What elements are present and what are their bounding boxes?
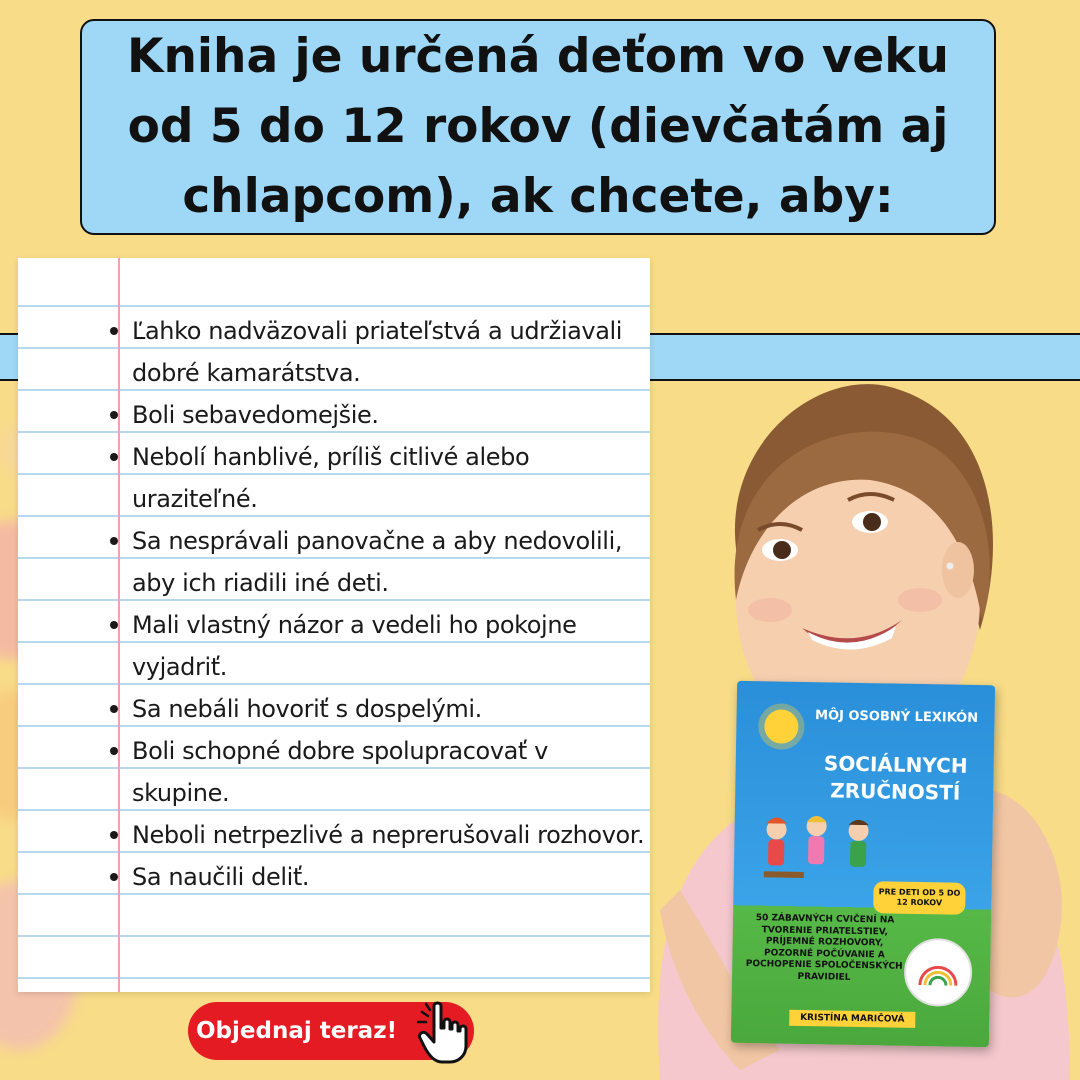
list-item: Neboli netrpezlivé a neprerušovali rozhovor. [132,814,648,856]
list-item: Sa nesprávali panovačne a aby nedovolili, aby ich riadili iné deti. [132,520,648,604]
list-item: Mali vlastný názor a vedeli ho pokojne vyjadriť. [132,604,648,688]
seal-logo-icon [904,938,973,1007]
margin-line [118,258,120,992]
list-item: Sa naučili deliť. [132,856,648,898]
rainbow-icon [916,957,961,988]
list-item: Boli schopné dobre spolupracovať v skupine. [132,730,648,814]
list-item: Nebolí hanblivé, príliš citlivé alebo uraziteľné. [132,436,648,520]
list-item: Sa nebáli hovoriť s dospelými. [132,688,648,730]
list-item: Boli sebavedomejšie. [132,394,648,436]
headline-text: Kniha je určená deťom vo veku od 5 do 12 rokov (dievčatám aj chlapcom), ak chcete, aby: [127,29,949,224]
sun-icon [764,709,799,744]
book-title-main: SOCIÁLNYCH ZRUČNOSTÍ [823,751,968,805]
kids-illustration-icon [754,811,885,893]
notebook-paper [18,258,650,992]
book-author: KRISTÍNA MARIČOVÁ [789,1010,915,1028]
order-now-button[interactable] [188,1002,474,1060]
book-description: 50 ZÁBAVNÝCH CVIČENÍ NA TVORENIE PRIATELSTIEV, PRÍJEMNÉ ROZHOVORY, POZORNÉ POČÚVANIE A POCHOPENIE SPOLOČENSKÝCH PRAVIDIEL [745,913,903,983]
book-title-top: MÔJ OSOBNÝ LEXIKÓN [814,708,979,726]
benefits-list [132,310,648,898]
list-item: Ľahko nadväzovali priateľstvá a udržiavali dobré kamarátstva. [132,310,648,394]
age-badge: PRE DETI OD 5 DO 12 ROKOV [873,881,966,915]
headline-box [80,19,996,235]
book-cover [731,681,995,1047]
order-now-label: Objednaj teraz! [196,1018,398,1044]
pointing-hand-icon [416,1000,472,1064]
